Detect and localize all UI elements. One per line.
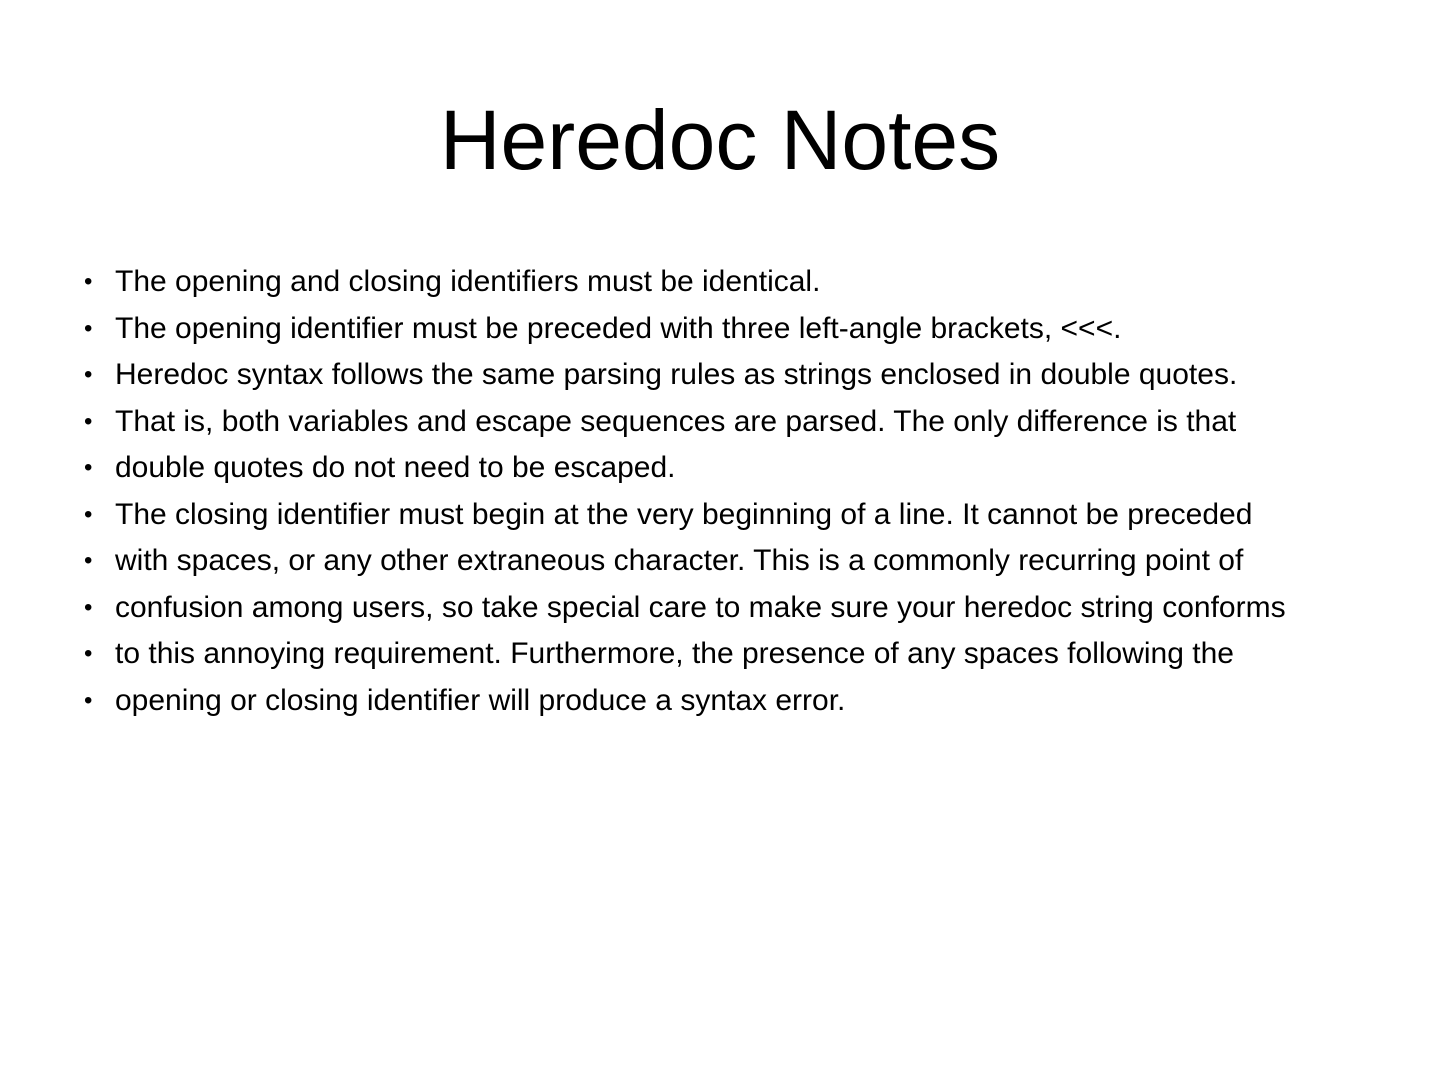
bullet-text: Heredoc syntax follows the same parsing rules as strings enclosed in double quotes. xyxy=(115,358,1238,391)
bullet-item xyxy=(84,402,1374,442)
bullet-item xyxy=(84,634,1374,674)
bullet-text: opening or closing identifier will produce a syntax error. xyxy=(115,683,846,717)
bullet-item xyxy=(84,309,1374,349)
bullet-icon: • xyxy=(84,686,93,714)
bullet-icon: • xyxy=(84,268,93,295)
bullet-list xyxy=(84,262,1374,727)
bullet-icon: • xyxy=(84,640,93,667)
bullet-icon: • xyxy=(84,500,93,528)
bullet-icon: • xyxy=(84,547,93,574)
bullet-item xyxy=(84,495,1374,535)
bullet-text: That is, both variables and escape sequences are parsed. The only difference is that xyxy=(115,404,1237,438)
bullet-icon: • xyxy=(84,593,93,621)
bullet-text: The closing identifier must begin at the very beginning of a line. It cannot be preceded xyxy=(115,497,1253,531)
bullet-icon: • xyxy=(84,407,93,435)
slide-title: Heredoc Notes xyxy=(439,93,1001,187)
bullet-icon: • xyxy=(84,454,93,481)
bullet-item xyxy=(84,541,1374,581)
bullet-text: with spaces, or any other extraneous character. This is a commonly recurring point of xyxy=(115,544,1244,577)
bullet-text: The opening and closing identifiers must be identical. xyxy=(115,265,821,298)
bullet-item xyxy=(84,355,1374,395)
bullet-icon: • xyxy=(84,361,93,388)
bullet-text: confusion among users, so take special care to make sure your heredoc string conforms xyxy=(115,590,1286,624)
bullet-text: The opening identifier must be preceded with three left-angle brackets, <<<. xyxy=(115,311,1122,345)
bullet-text: double quotes do not need to be escaped. xyxy=(115,451,676,484)
bullet-item xyxy=(84,448,1374,488)
bullet-item xyxy=(84,262,1374,302)
bullet-item xyxy=(84,681,1374,721)
bullet-text: to this annoying requirement. Furthermore, the presence of any spaces following the xyxy=(115,637,1234,670)
bullet-icon: • xyxy=(84,314,93,342)
bullet-item xyxy=(84,588,1374,628)
